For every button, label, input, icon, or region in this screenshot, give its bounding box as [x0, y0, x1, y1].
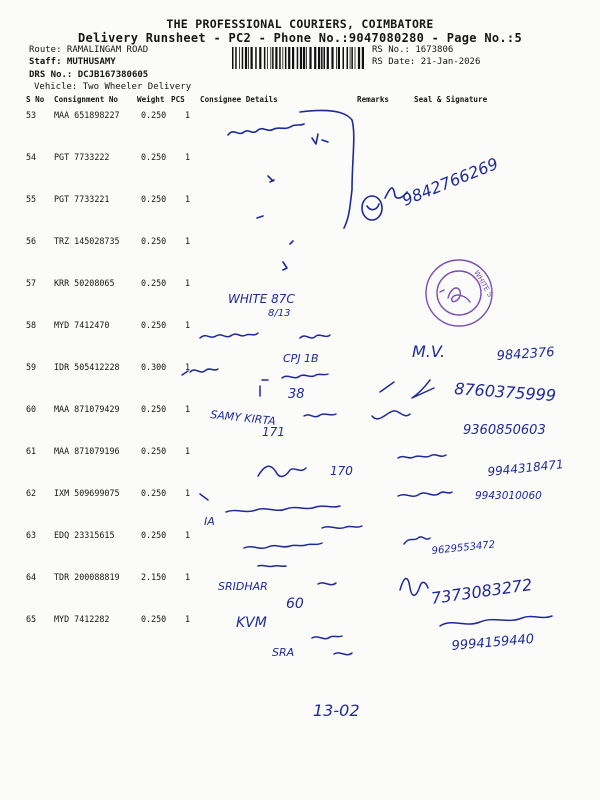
- handwritten-phone: 9944318471: [486, 457, 565, 479]
- signature-scribble: [200, 333, 258, 338]
- company-seal: [426, 260, 495, 326]
- signature-scribble: [322, 526, 362, 528]
- signature-scribble: [404, 537, 430, 544]
- handwritten-note: SRA: [272, 646, 295, 659]
- handwritten-phone: 9629553472: [431, 539, 496, 557]
- weight: 0.250: [141, 530, 167, 540]
- signature-scribble: [258, 565, 286, 566]
- signature-scribble: [300, 335, 330, 338]
- weight: 0.250: [141, 152, 167, 162]
- pcs: 1: [185, 236, 191, 246]
- seal-text: WHITE S: [472, 269, 495, 299]
- signature-scribble: [244, 543, 322, 548]
- col-consignment: Consignment No: [54, 95, 119, 104]
- consignment-no: PGT 7733222: [54, 152, 110, 162]
- consignment-no: KRR 50208065: [54, 278, 115, 288]
- weight: 0.250: [141, 194, 167, 204]
- runsheet-subtitle: Delivery Runsheet - PC2 - Phone No.:9047080280 - Page No.:5: [78, 31, 522, 45]
- handwritten-note: 8/13: [268, 308, 291, 319]
- consignment-no: IDR 505412228: [54, 362, 120, 372]
- bracket-line: [300, 110, 354, 228]
- pcs: 1: [185, 194, 191, 204]
- pcs: 1: [185, 320, 191, 330]
- pcs: 1: [185, 278, 191, 288]
- pcs: 1: [185, 152, 191, 162]
- handwritten-note: IA: [204, 515, 215, 528]
- col-sno: S No: [26, 95, 45, 104]
- tick-mark: [283, 262, 287, 270]
- sno: 65: [26, 614, 37, 624]
- tick-mark: [290, 241, 293, 244]
- handwritten-phone: 7373083272: [429, 574, 534, 608]
- sno: 64: [26, 572, 37, 582]
- handwritten-phone: 9943010060: [475, 490, 542, 502]
- col-consignee: Consignee Details: [200, 95, 278, 104]
- sno: 56: [26, 236, 37, 246]
- staff-label: Staff: MUTHUSAMY: [29, 57, 116, 67]
- signature-scribble: [312, 134, 328, 144]
- signature-scribble: [282, 374, 328, 378]
- sno: 57: [26, 278, 37, 288]
- pcs: 1: [185, 362, 191, 372]
- weight: 0.250: [141, 320, 167, 330]
- vehicle-label: Vehicle: Two Wheeler Delivery: [34, 82, 192, 92]
- signature-scribble: [258, 466, 306, 476]
- consignment-no: MAA 651898227: [54, 110, 120, 120]
- signature-scribble: [260, 380, 268, 396]
- handwritten-phone: 8760375999: [453, 379, 557, 406]
- weight: 2.150: [141, 572, 167, 582]
- pcs: 1: [185, 572, 191, 582]
- col-seal-signature: Seal & Signature: [414, 95, 488, 104]
- consignment-no: IXM 509699075: [54, 488, 120, 498]
- handwritten-note: CPJ 1B: [283, 352, 319, 365]
- weight: 0.250: [141, 404, 167, 414]
- rs-date: RS Date: 21-Jan-2026: [372, 57, 481, 67]
- consignment-no: MYD 7412470: [54, 320, 110, 330]
- signature-scribble: [312, 636, 342, 639]
- handwritten-note: 170: [330, 464, 353, 478]
- col-pcs: PCS: [171, 95, 185, 104]
- handwritten-phone: 9842376: [496, 344, 556, 364]
- consignment-no: EDQ 23315615: [54, 530, 115, 540]
- weight: 0.250: [141, 614, 167, 624]
- company-title: THE PROFESSIONAL COURIERS, COIMBATORE: [166, 17, 434, 31]
- pcs: 1: [185, 446, 191, 456]
- tick-mark: [268, 176, 274, 182]
- sno: 58: [26, 320, 37, 330]
- consignment-no: TDR 200088819: [54, 572, 120, 582]
- handwritten-note: 171: [262, 425, 285, 439]
- consignment-no: MAA 871079196: [54, 446, 120, 456]
- pcs: 1: [185, 404, 191, 414]
- handwritten-note: M.V.: [412, 342, 446, 361]
- signature-scribble: [380, 380, 434, 398]
- handwritten-phone: 9360850603: [463, 423, 546, 438]
- rs-number: RS No.: 1673806: [372, 45, 454, 55]
- consignment-no: MYD 7412282: [54, 614, 110, 624]
- handwritten-note: WHITE 87C: [228, 292, 295, 306]
- handwritten-date-note: 13-02: [313, 701, 360, 720]
- sno: 60: [26, 404, 37, 414]
- signature-scribble: [440, 616, 552, 626]
- handwritten-note: 38: [288, 387, 305, 402]
- sno: 54: [26, 152, 37, 162]
- sno: 61: [26, 446, 37, 456]
- pcs: 1: [185, 530, 191, 540]
- handwritten-phone: 9994159440: [451, 631, 535, 654]
- col-weight: Weight: [137, 95, 165, 104]
- weight: 0.250: [141, 110, 167, 120]
- consignment-no: PGT 7733221: [54, 194, 110, 204]
- tick-mark: [257, 216, 263, 218]
- weight: 0.250: [141, 236, 167, 246]
- handwritten-note: SAMY KIRTA: [209, 408, 277, 428]
- pcs: 1: [185, 110, 191, 120]
- sno: 53: [26, 110, 37, 120]
- drs-number: DRS No.: DCJB167380605: [29, 70, 149, 80]
- weight: 0.250: [141, 446, 167, 456]
- consignment-no: MAA 871079429: [54, 404, 120, 414]
- weight: 0.300: [141, 362, 167, 372]
- col-remarks: Remarks: [357, 95, 390, 104]
- signature-scribble: [398, 455, 446, 458]
- signature-scribble: [304, 414, 336, 417]
- weight: 0.250: [141, 278, 167, 288]
- signature-scribble: [372, 411, 410, 419]
- handwritten-phone: 9842766269: [399, 153, 501, 210]
- pcs: 1: [185, 488, 191, 498]
- handwritten-note: 60: [286, 596, 304, 612]
- sno: 62: [26, 488, 37, 498]
- sno: 55: [26, 194, 37, 204]
- signature-circle: [362, 196, 382, 220]
- pcs: 1: [185, 614, 191, 624]
- handwritten-note: SRIDHAR: [218, 580, 268, 593]
- sno: 59: [26, 362, 37, 372]
- handwritten-note: KVM: [236, 615, 267, 631]
- route-label: Route: RAMALINGAM ROAD: [29, 45, 149, 55]
- signature-scribble: [182, 369, 218, 375]
- signature-scribble: [228, 124, 304, 135]
- weight: 0.250: [141, 488, 167, 498]
- signature-scribble: [400, 578, 428, 595]
- signature-scribble: [398, 492, 452, 496]
- sno: 63: [26, 530, 37, 540]
- signature-scribble: [334, 653, 352, 655]
- signature-scribble: [200, 494, 340, 512]
- signature-scribble: [318, 583, 336, 585]
- consignment-no: TRZ 145028735: [54, 236, 120, 246]
